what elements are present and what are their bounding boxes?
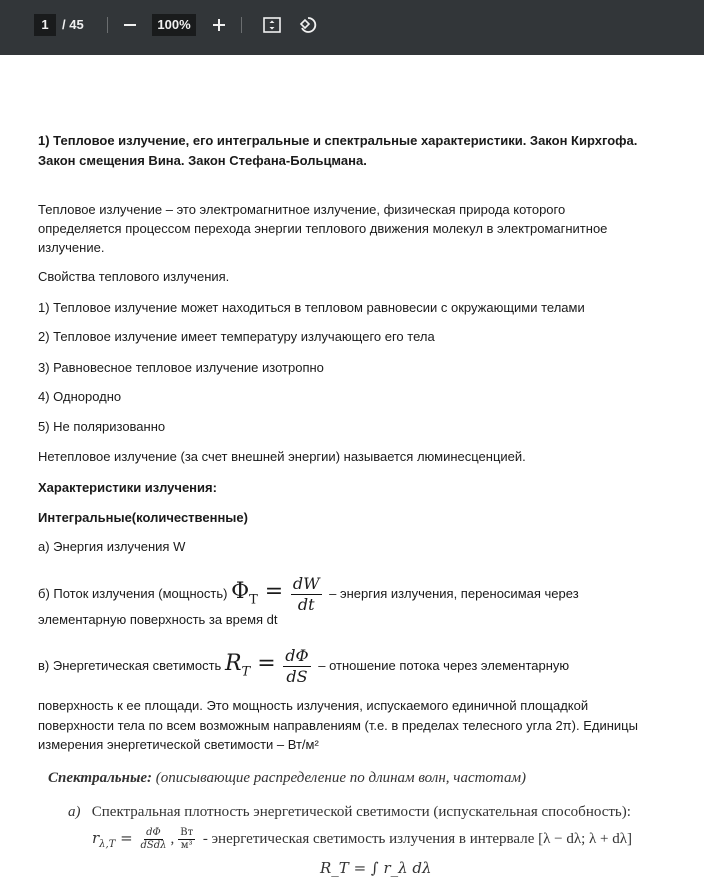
list-item: 4) Однородно xyxy=(38,389,122,404)
spectral-item: а) Спектральная плотность энергетической светимости (испускательная способность): xyxy=(68,804,631,820)
partial-formula: R_T = ∫ r_λ dλ xyxy=(320,859,432,877)
paragraph-line: Тепловое излучение – это электромагнитное излучение, физическая природа которого xyxy=(38,202,566,217)
paragraph-line: определяется процессом перехода энергии теплового движения молекул в электромагнитное xyxy=(38,221,608,236)
page-total: / 45 xyxy=(62,17,84,32)
text: – отношение потока через элементарную xyxy=(318,658,570,673)
text: б) Поток излучения (мощность) xyxy=(38,586,228,601)
pdf-toolbar xyxy=(0,0,704,55)
heading: 1) Тепловое излучение, его интегральные и спектральные характеристики. Закон Кирхгофа. xyxy=(38,133,638,148)
page-number-input[interactable]: 1 xyxy=(34,14,56,36)
paragraph-line: поверхность к ее площади. Это мощность излучения, испускаемого единичной площадкой xyxy=(38,698,589,713)
paragraph-line: Нетепловое излучение (за счет внешней энергии) называется люминесценцией. xyxy=(38,449,526,464)
formula-lhs: $r_{\lambda,T}$ = xyxy=(92,829,133,850)
spectral-formula-line: $r_{\lambda,T}$ = $\frac{d\Phi}{\text{dSdλ}}$ , $\frac{Вт}{\text{м³}}$ - энергетическая светимость излучения в интервале [λ − dλ; λ + dλ] xyxy=(92,827,633,852)
divider xyxy=(241,17,242,33)
rotate-icon xyxy=(298,15,318,35)
heading: Закон смещения Вина. Закон Стефана-Больцмана. xyxy=(38,153,367,168)
list-item: 5) Не поляризованно xyxy=(38,419,166,434)
list-item: 1) Тепловое излучение может находиться в тепловом равновесии с окружающими телами xyxy=(38,300,585,315)
paragraph-line: элементарную поверхность за время dt xyxy=(38,612,278,627)
fraction: $\frac{dW}{dt}$ xyxy=(292,574,320,615)
text: – энергия излучения, переносимая через xyxy=(329,586,579,601)
paragraph-line: а) Энергия излучения W xyxy=(38,539,186,554)
section-title: Интегральные(количественные) xyxy=(38,510,248,525)
paragraph-line: поверхности тела по всем возможным направлениям (т.е. в пределах телесного угла 2π). Единицы xyxy=(38,718,638,733)
minus-icon xyxy=(123,18,137,32)
spectral-title-line: Спектральные: (описывающие распределение по длинам волн, частотам) xyxy=(48,770,527,786)
fraction: $\frac{d\Phi}{dS}$ xyxy=(285,646,309,687)
props-title: Свойства теплового излучения. xyxy=(38,269,230,284)
plus-icon xyxy=(212,18,226,32)
fraction: $\frac{d\Phi}{\text{dSdλ}}$ xyxy=(140,827,167,852)
zoom-out-button[interactable] xyxy=(119,14,141,36)
divider xyxy=(107,17,108,33)
paragraph-line: излучение. xyxy=(38,240,105,255)
fit-page-button[interactable] xyxy=(261,14,283,36)
rotate-button[interactable] xyxy=(297,14,319,36)
list-item: 3) Равновесное тепловое излучение изотропно xyxy=(38,360,324,375)
formula-lhs: $\Phi_T$ = xyxy=(231,579,284,608)
formula-lhs: $R_T$ = xyxy=(224,651,276,680)
text: в) Энергетическая светимость xyxy=(38,658,222,673)
paragraph-line: измерения энергетической светимости – Вт/м² xyxy=(38,737,319,752)
section-title: Характеристики излучения: xyxy=(38,480,217,495)
unit-fraction: $\frac{Вт}{\text{м³}}$ xyxy=(180,827,194,852)
fit-page-icon xyxy=(263,17,281,33)
luminosity-line xyxy=(38,641,569,695)
zoom-input[interactable]: 100% xyxy=(152,14,196,36)
text: - энергетическая светимость излучения в интервале [λ − dλ; λ + dλ] xyxy=(202,831,633,847)
list-item: 2) Тепловое излучение имеет температуру излучающего его тела xyxy=(38,329,435,344)
zoom-in-button[interactable] xyxy=(208,14,230,36)
